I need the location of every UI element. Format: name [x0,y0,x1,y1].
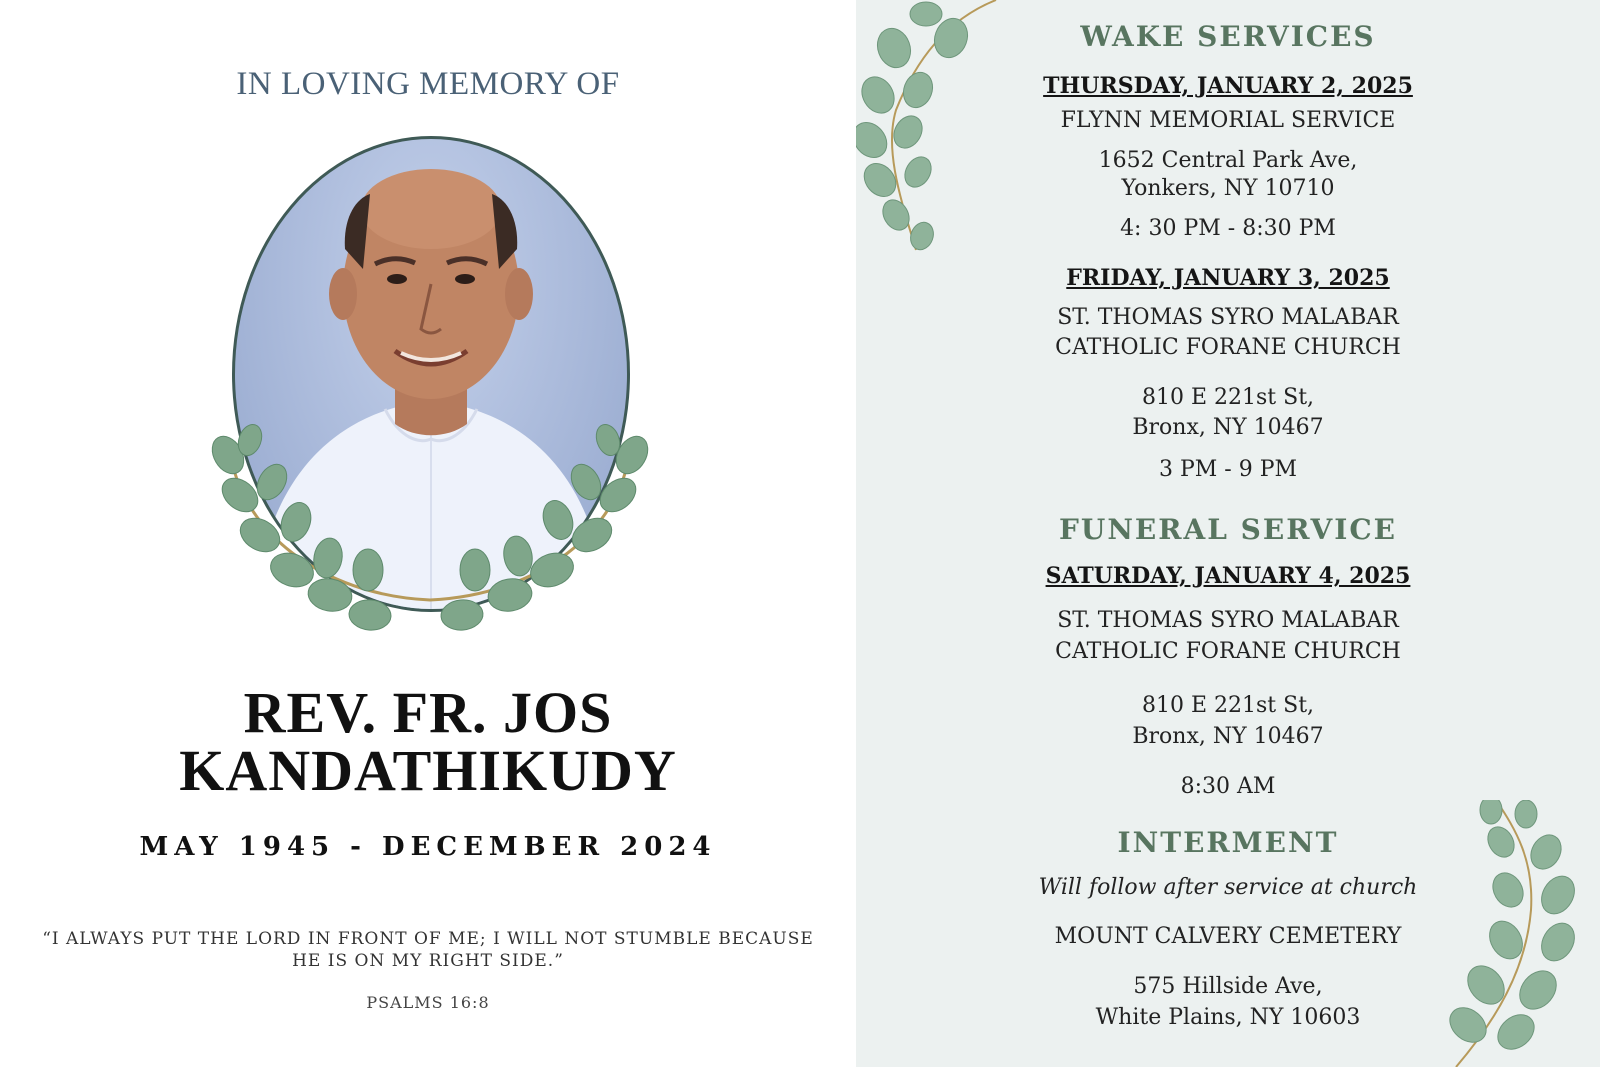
wake-day2-date: FRIDAY, JANUARY 3, 2025 [1066,265,1390,291]
quote-line-1: “I ALWAYS PUT THE LORD IN FRONT OF ME; I WILL NOT STUMBLE BECAUSE [42,929,814,949]
funeral-time: 8:30 AM [1180,774,1276,799]
wake-day1-address-line-2: Yonkers, NY 10710 [1121,176,1335,201]
scripture-quote [0,928,856,972]
name-line-1: REV. FR. JOS [243,680,613,745]
wake-day2-venue-line-1: ST. THOMAS SYRO MALABAR [1057,305,1399,330]
wake-day2-address-line-2: Bronx, NY 10467 [1132,415,1324,440]
cemetery-address-line-2: White Plains, NY 10603 [1095,1005,1361,1030]
wake-day1-address-line-1: 1652 Central Park Ave, [1098,148,1358,173]
deceased-name [0,680,856,803]
wake-day2-time: 3 PM - 9 PM [1158,457,1298,482]
wake-day2-address-line-1: 810 E 221st St, [1141,385,1315,410]
interment-note: Will follow after service at church [1038,875,1418,900]
funeral-venue-line-1: ST. THOMAS SYRO MALABAR [1057,608,1399,633]
quote-reference: PSALMS 16:8 [366,993,490,1012]
life-dates: MAY 1945 - DECEMBER 2024 [139,832,717,862]
funeral-service-heading: FUNERAL SERVICE [1059,513,1397,546]
funeral-date: SATURDAY, JANUARY 4, 2025 [1045,563,1411,589]
wreath-leaves [200,410,660,660]
name-line-2: KANDATHIKUDY [179,738,677,803]
cemetery-address-line-1: 575 Hillside Ave, [1133,974,1323,999]
quote-line-2: HE IS ON MY RIGHT SIDE.” [292,951,564,971]
right-panel [856,0,1600,1067]
wake-services-heading: WAKE SERVICES [1080,20,1376,53]
wake-day1-time: 4: 30 PM - 8:30 PM [1120,216,1336,241]
funeral-address-line-2: Bronx, NY 10467 [1132,724,1324,749]
funeral-venue-line-2: CATHOLIC FORANE CHURCH [1055,639,1401,664]
interment-heading: INTERMENT [1117,826,1339,859]
wake-day1-venue: FLYNN MEMORIAL SERVICE [1060,108,1396,133]
memory-heading: IN LOVING MEMORY OF [236,66,620,102]
wake-day2-venue-line-2: CATHOLIC FORANE CHURCH [1055,335,1401,360]
cemetery-name: MOUNT CALVERY CEMETERY [1054,924,1402,949]
wake-day1-date: THURSDAY, JANUARY 2, 2025 [1043,73,1413,99]
funeral-address-line-1: 810 E 221st St, [1141,693,1315,718]
